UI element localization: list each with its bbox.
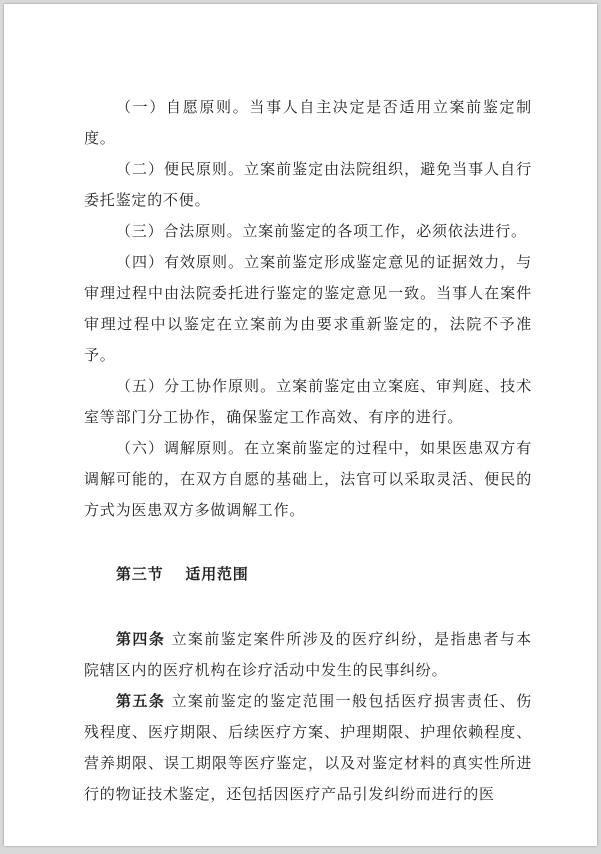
article-5-label: 第五条 [116,692,166,710]
section-title: 适用范围 [185,565,249,583]
article-4-text: 立案前鉴定案件所涉及的医疗纠纷，是指患者与本院辖区内的医疗机构在诊疗活动中发生的民事纠纷。 [84,630,532,679]
principle-voluntary: （一）自愿原则。当事人自主决定是否适用立案前鉴定制度。 [84,98,532,147]
principle-cooperation: （五）分工协作原则。立案前鉴定由立案庭、审判庭、技术室等部门分工协作，确保鉴定工作高效、有序的进行。 [84,377,532,426]
article-5 [84,686,532,810]
section-heading [84,559,532,590]
document-body [84,92,532,810]
article-4 [84,624,532,686]
document-page [4,4,597,846]
principle-mediation: （六）调解原则。在立案前鉴定的过程中，如果医患双方有调解可能的，在双方自愿的基础上，法官可以采取灵活、便民的方式为医患双方多做调解工作。 [84,439,532,519]
principle-convenience: （二）便民原则。立案前鉴定由法院组织，避免当事人自行委托鉴定的不便。 [84,160,532,209]
article-5-text: 立案前鉴定的鉴定范围一般包括医疗损害责任、伤残程度、医疗期限、后续医疗方案、护理期限、护理依赖程度、营养期限、误工期限等医疗鉴定，以及对鉴定材料的真实性所进行的物证技术鉴定，还包括因医疗产品引发纠纷而进行的医 [84,692,532,803]
section-number: 第三节 [116,565,164,583]
article-4-label: 第四条 [116,630,166,648]
principle-validity: （四）有效原则。立案前鉴定形成鉴定意见的证据效力，与审理过程中由法院委托进行鉴定的鉴定意见一致。当事人在案件审理过程中以鉴定在立案前为由要求重新鉴定的，法院不予准予。 [84,253,532,364]
principle-legality: （三）合法原则。立案前鉴定的各项工作，必须依法进行。 [116,222,527,240]
